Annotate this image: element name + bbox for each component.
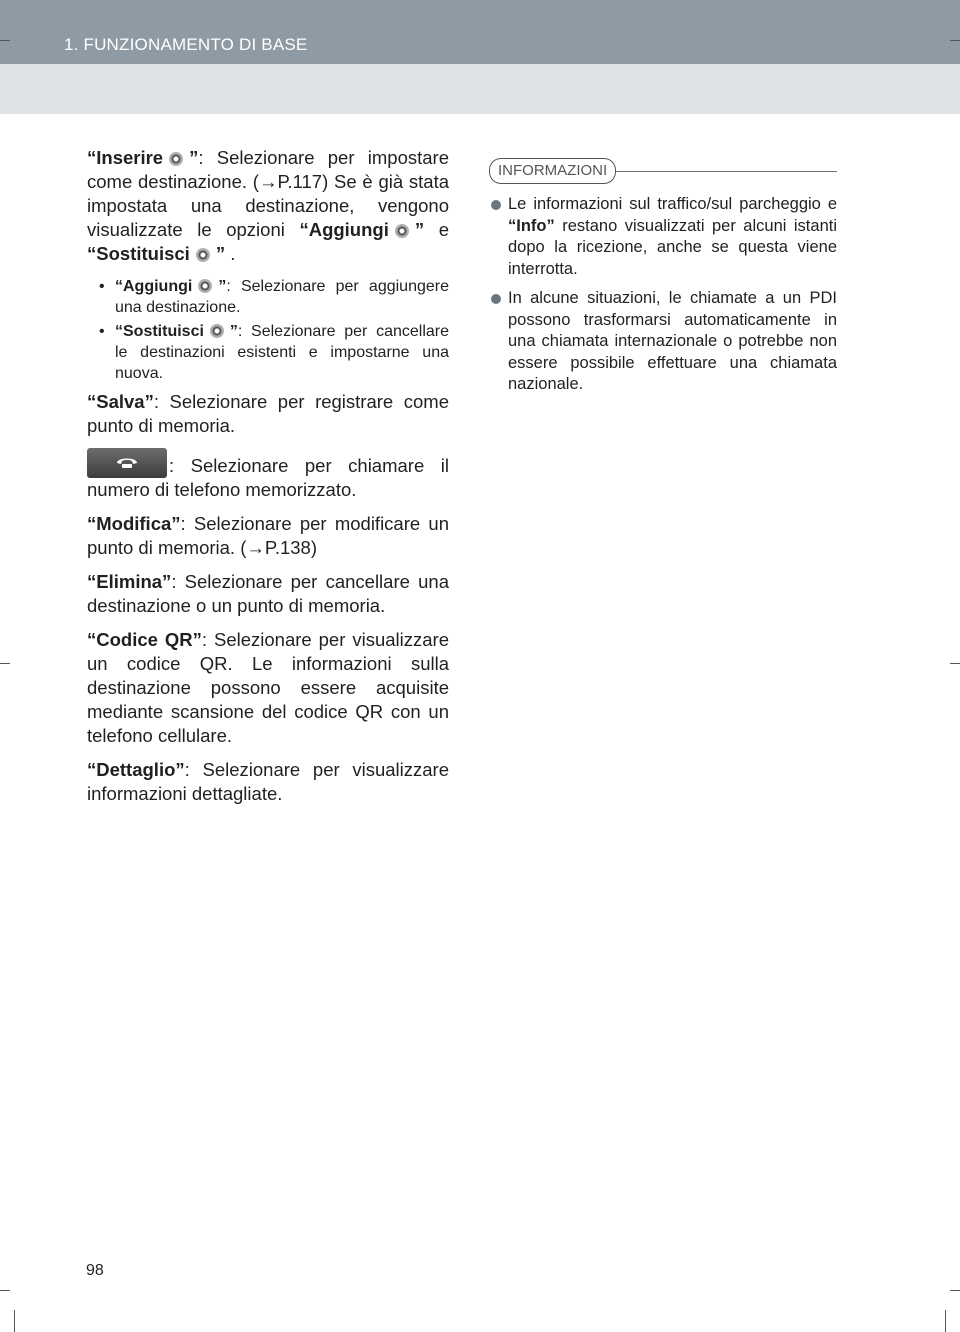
arrow-icon: →	[258, 171, 278, 192]
salva-paragraph	[87, 390, 449, 438]
arrow-icon: →	[246, 537, 265, 558]
crop-mark	[945, 1310, 946, 1332]
info-item	[489, 288, 837, 396]
phone-paragraph	[87, 448, 449, 502]
phone-button-icon	[87, 448, 167, 478]
aggiungi-description: : Selezionare per aggiungere una destinazione.	[115, 278, 449, 316]
section-title: 1. FUNZIONAMENTO DI BASE	[64, 35, 308, 54]
inserire-term-close: ”	[189, 147, 199, 168]
header-band	[0, 64, 960, 114]
inserire-term: “Inserire	[87, 147, 164, 168]
dettaglio-text: : Selezionare per visualizzare informazioni dettagliate.	[87, 759, 449, 804]
crop-mark	[0, 1290, 10, 1291]
codice-qr-paragraph	[87, 628, 449, 748]
modifica-term: “Modifica”	[87, 513, 181, 534]
crop-mark	[950, 1290, 960, 1291]
modifica-text-2: )	[310, 537, 318, 558]
crop-mark	[14, 1310, 15, 1332]
elimina-term: “Elimina”	[87, 571, 172, 592]
elimina-paragraph	[87, 570, 449, 618]
codice-qr-text: : Selezionare per visualizzare un codice QR. Le informazioni sulla destinazione possono essere acquisite mediante scansione del codice QR con un telefono cellulare.	[87, 629, 449, 746]
phone-icon	[115, 455, 139, 469]
list-item-text	[115, 276, 449, 318]
aggiungi-term: “Aggiungi	[299, 219, 389, 240]
info-item	[489, 194, 837, 280]
dial-icon	[395, 224, 409, 238]
dettaglio-term: “Dettaglio”	[87, 759, 185, 780]
info-text: In alcune situazioni, le chiamate a un PDI possono trasformarsi automaticamente in una chiamata internazionale o potrebbe non essere possibile effettuare una chiamata nazionale.	[508, 289, 837, 393]
sostituisci-term: “Sostituisci	[87, 243, 190, 264]
phone-text: : Selezionare per chiamare il numero di telefono memorizzato.	[87, 455, 449, 500]
crop-mark	[0, 663, 10, 664]
modifica-text: : Selezionare per modificare un punto di memoria. (	[87, 513, 449, 558]
aggiungi-term: “Aggiungi	[115, 278, 193, 295]
page-reference: P.138	[264, 537, 311, 558]
list-item	[99, 276, 449, 318]
aggiungi-term-close: ”	[414, 219, 425, 240]
modifica-paragraph	[87, 512, 449, 560]
elimina-text: : Selezionare per cancellare una destinazione o un punto di memoria.	[87, 571, 449, 616]
crop-mark	[0, 40, 10, 41]
info-text-2: restano visualizzati per alcuni istanti dopo la ricezione, anche se questa viene interrotta.	[508, 216, 837, 278]
sentence-end: .	[225, 243, 236, 264]
salva-text: : Selezionare per registrare come punto di memoria.	[87, 391, 449, 436]
sostituisci-term-close: ”	[229, 323, 238, 340]
info-label: INFORMAZIONI	[489, 158, 616, 184]
dial-icon	[210, 324, 224, 338]
page-number: 98	[86, 1262, 104, 1279]
sostituisci-term-close: ”	[215, 243, 226, 264]
info-item-text	[508, 288, 837, 396]
bullet-dot-icon	[491, 200, 501, 210]
info-text: Le informazioni sul traffico/sul parcheggio e	[508, 195, 837, 213]
bullet-dot-icon	[491, 294, 501, 304]
list-item	[99, 321, 449, 384]
bullet-icon: •	[99, 278, 105, 295]
left-column	[87, 146, 449, 816]
info-divider	[616, 171, 837, 172]
sostituisci-description: : Selezionare per cancellare le destinazioni esistenti e impostarne una nuova.	[115, 323, 449, 382]
sub-list	[99, 276, 449, 384]
inserire-text: : Selezionare per impostare come destinazione. (	[87, 147, 449, 192]
info-header	[489, 158, 837, 184]
page-reference: P.117	[277, 171, 323, 192]
list-item-text	[115, 321, 449, 384]
bullet-icon: •	[99, 323, 105, 340]
dial-icon	[169, 152, 183, 166]
sostituisci-term: “Sostituisci	[115, 323, 204, 340]
salva-term: “Salva”	[87, 391, 154, 412]
info-item-text	[508, 194, 837, 280]
info-term: “Info”	[508, 216, 555, 235]
info-box	[489, 158, 837, 404]
dial-icon	[198, 279, 212, 293]
dettaglio-paragraph	[87, 758, 449, 806]
aggiungi-term-close: ”	[218, 278, 227, 295]
codice-qr-term: “Codice QR”	[87, 629, 202, 650]
inserire-paragraph	[87, 146, 449, 266]
crop-mark	[950, 663, 960, 664]
conjunction: e	[424, 219, 449, 240]
dial-icon	[196, 248, 210, 262]
inserire-text-2: ) Se è già stata impostata una destinazione, vengono visualizzate le opzioni	[87, 171, 450, 240]
crop-mark	[950, 40, 960, 41]
